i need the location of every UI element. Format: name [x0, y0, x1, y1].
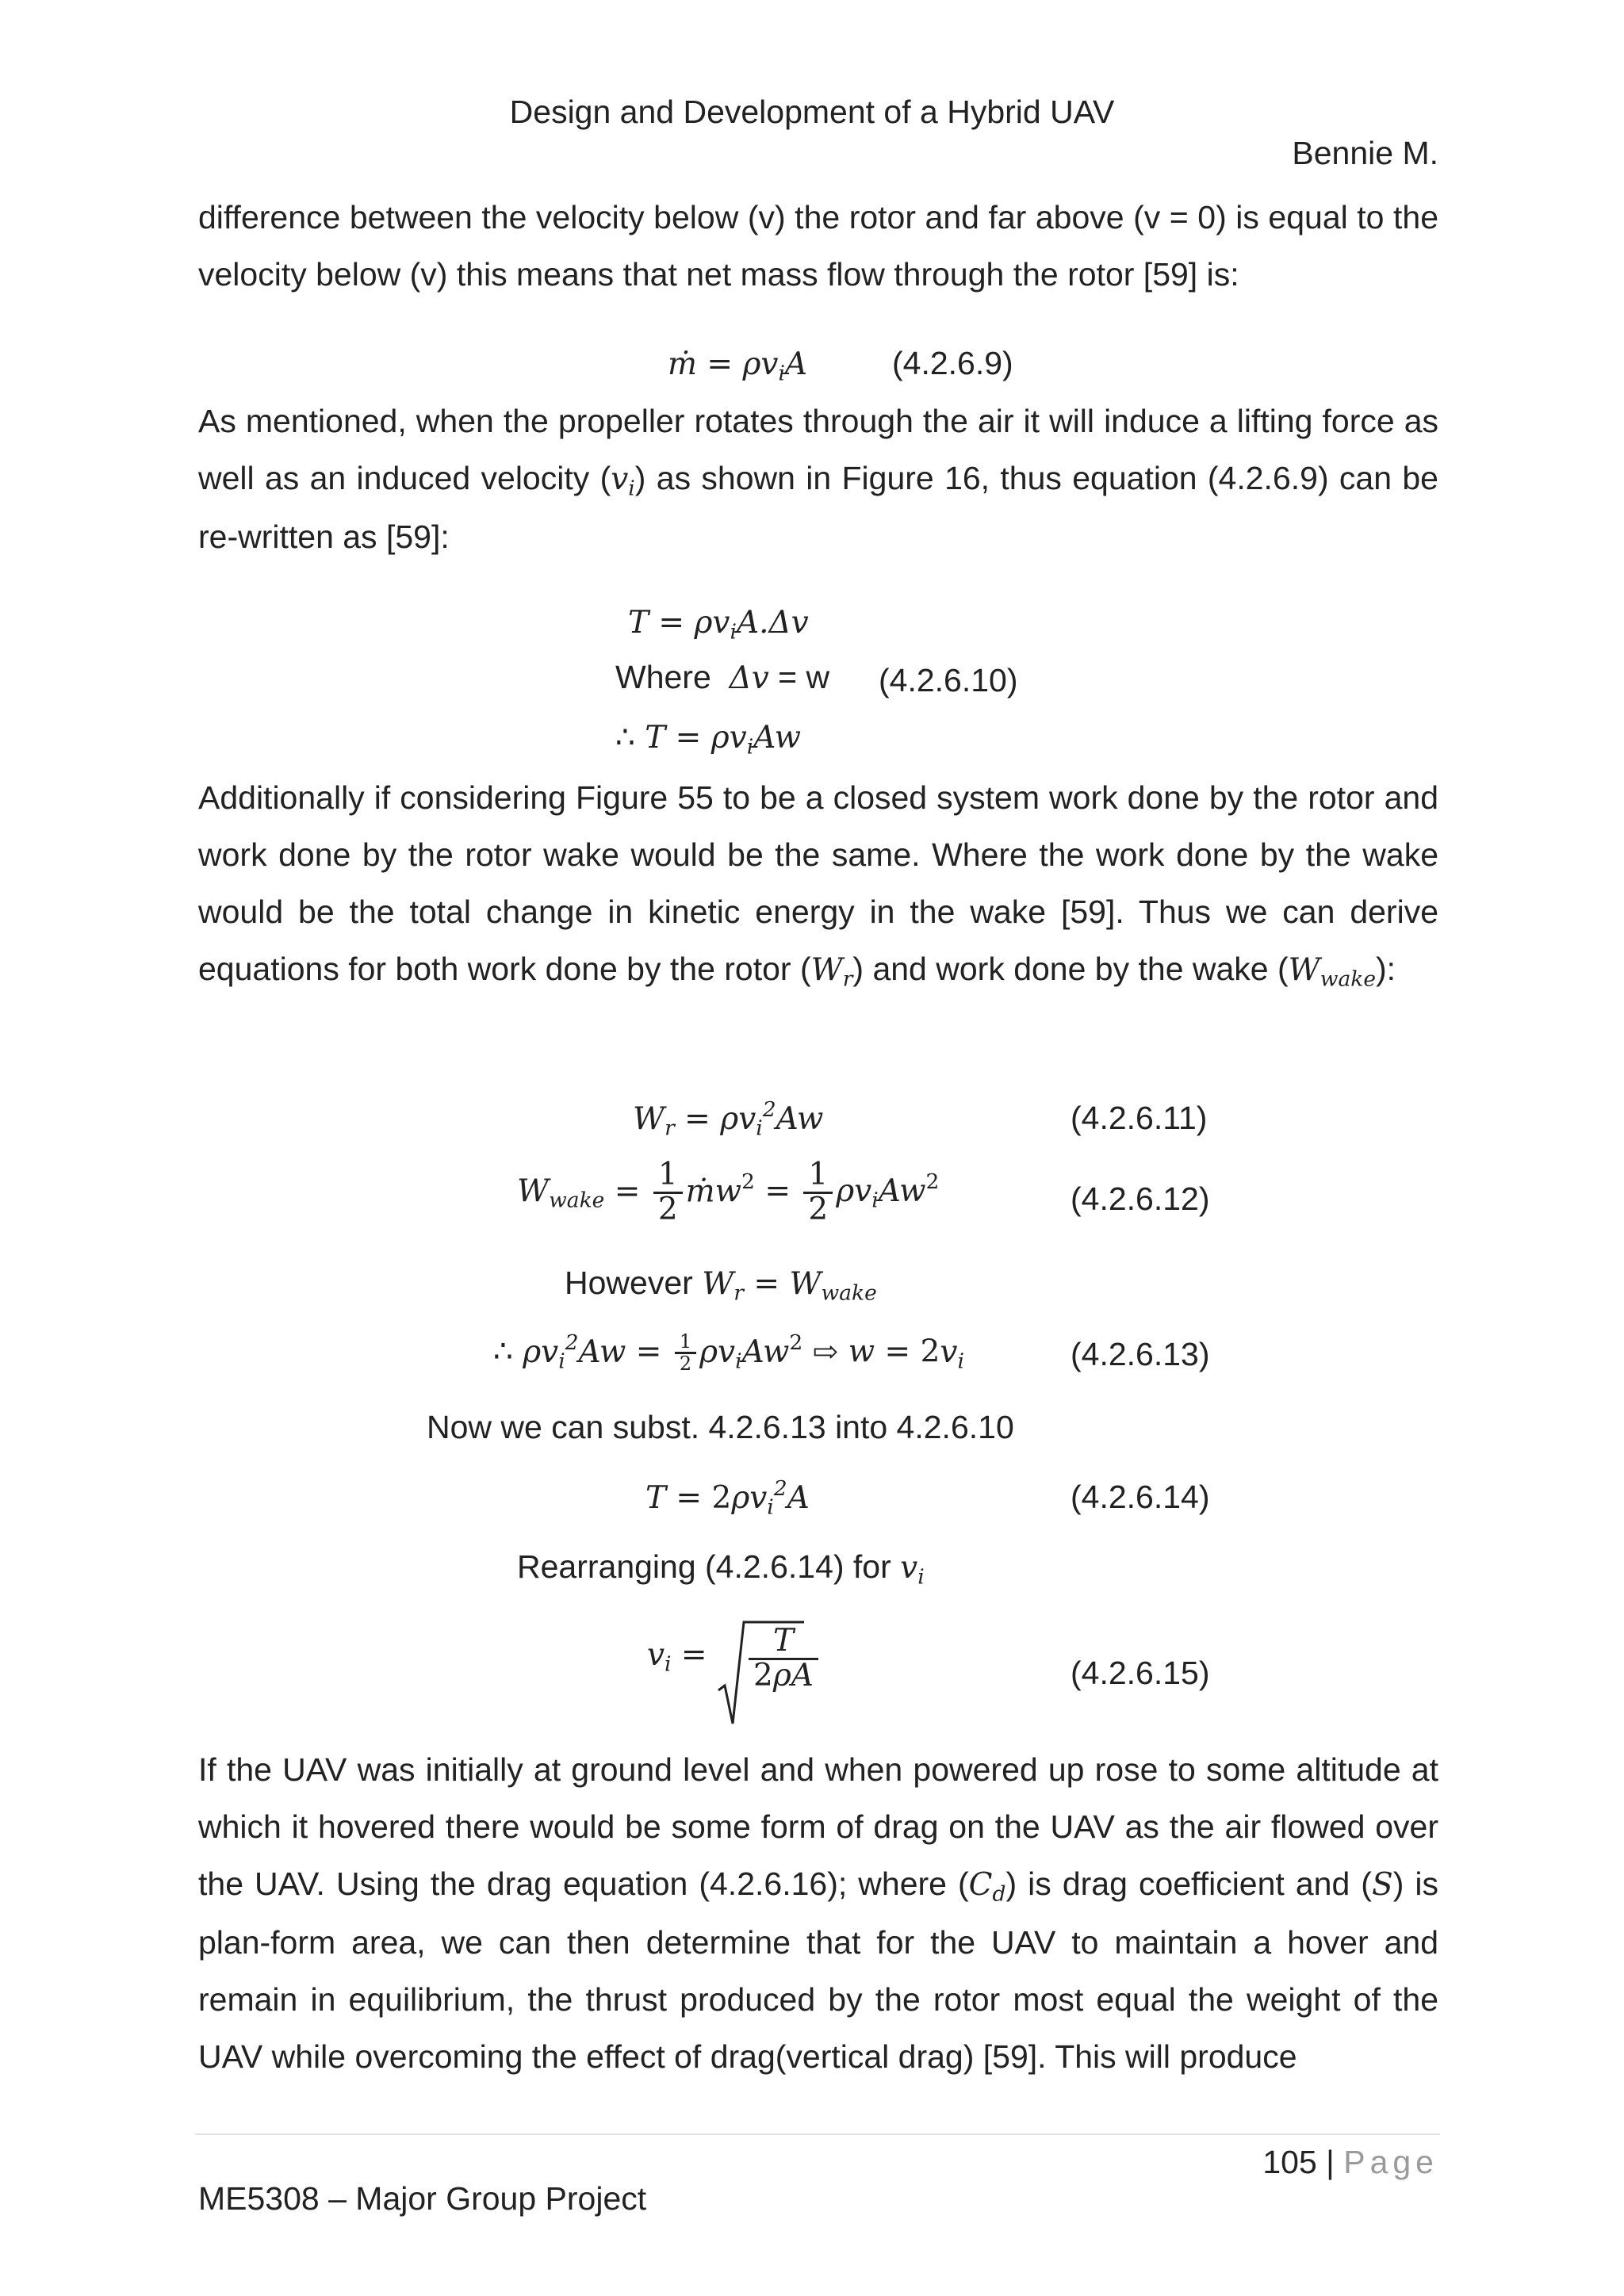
equation-label-4-2-6-12: (4.2.6.12) [1071, 1181, 1210, 1217]
where-equals-w: = w [778, 659, 830, 695]
paragraph-text-part: ) as shown in Figure 16, thus equation (4.2.6.9) can be re-written as [59]: [198, 460, 1438, 555]
equation-label-4-2-6-15: (4.2.6.15) [1071, 1655, 1210, 1691]
paragraph-text-part: ) and work done by the wake ( [852, 951, 1289, 987]
paragraph-mass-flow: difference between the velocity below (v) the rotor and far above (v = 0) is equal to the velocity below (v) this means that net mass flow through the rotor [59] is: [198, 199, 1438, 293]
page-separator: | [1326, 2144, 1335, 2180]
however-label: However [565, 1265, 693, 1301]
equation-thrust-delta-v: $T = \rho v_iA.\Delta v$ [628, 605, 809, 645]
author-name: Bennie M. [1292, 135, 1438, 171]
equation-however: However $W_r = W_{wake}$ [565, 1265, 877, 1306]
equation-where-line: Where Δv = w [615, 659, 830, 696]
substitution-text: Now we can subst. 4.2.6.13 into 4.2.6.10 [427, 1409, 1014, 1445]
paragraph-text-part: If the UAV was initially at ground level and when powered up rose to some altitude at which it hovered there would be some form of drag on the UAV as the air flowed over the UAV. Using the drag equation (4.2.6.16); where ( [198, 1751, 1438, 1902]
paragraph-text-part: As mentioned, when the propeller rotates through the air it will induce a lifting force as well as an induced velocity ( [198, 403, 1438, 496]
paragraph-text-part: ): [1376, 951, 1396, 987]
page-number: 105 [1262, 2144, 1317, 2180]
equation-w-equals-2vi: ∴ $\rho v_i^2Aw$ = $\frac{1}{2}$ $\rho v_iAw^2$ ⇨ $w = 2v_i$ [493, 1330, 964, 1376]
equation-work-wake: $W_{wake}$ = $\frac{1}{2}$ ṁw$^2$ = $\frac{1}{2}$ $\rho v_iAw^2$ [517, 1157, 940, 1227]
rearranging-label: Rearranging (4.2.6.14) for [517, 1548, 891, 1585]
paragraph-text-part: ) is drag coefficient and ( [1005, 1866, 1372, 1902]
equation-thrust-2rho: $T = 2\rho v_i^2A$ [645, 1476, 810, 1520]
paragraph-drag: If the UAV was initially at ground level and when powered up rose to some altitude at which it hovered there would be some form of drag on the UAV as the air flowed over the UAV. Using the drag equation (4.2.6.16); where $(C_d)$ is drag coefficient and (S) is plan-form area, we can then determine that for the UAV to maintain a hover and remain in equilibrium, the thrust produced by the rotor most equal the weight of the UAV while overcoming the effect of drag(vertical drag) [59]. This will produce [198, 1751, 1438, 2075]
paragraph-work-done: Additionally if considering Figure 55 to be a closed system work done by the rotor and work done by the rotor wake would be the same. Where the work done by the wake would be the total change in kinetic energy in the wake [59]. Thus we can derive equations for both work done by the rotor $(W_r)$ and work done by the wake $(W_{wake})$: [198, 779, 1438, 992]
page-number-block [1262, 2144, 1438, 2181]
equation-label-4-2-6-10: (4.2.6.10) [879, 662, 1018, 698]
course-name: ME5308 – Major Group Project [198, 2180, 647, 2217]
rearranging-line: Rearranging (4.2.6.14) for $v_i$ [517, 1548, 925, 1590]
equation-4-2-6-9: ṁ = $\rho v_iA$ [668, 346, 808, 386]
equation-work-rotor: $W_r = \rho v_i^2Aw$ [633, 1097, 824, 1141]
equation-label-4-2-6-14: (4.2.6.14) [1071, 1479, 1210, 1515]
paragraph-induced-velocity: As mentioned, when the propeller rotates through the air it will induce a lifting force as well as an induced velocity $(v_i)$ as shown in Figure 16, thus equation (4.2.6.9) can be re-written as [59]: [198, 403, 1438, 555]
footer-divider [195, 2133, 1440, 2135]
paragraph-text-part: Additionally if considering Figure 55 to be a closed system work done by the rotor and work done by the rotor wake would be the same. Where the work done by the wake would be the total change in kinetic energy in the wake [59]. Thus we can derive equations for both work done by the rotor ( [198, 779, 1438, 987]
paragraph-text-part: ) is plan-form area, we can then determine that for the UAV to maintain a hover and remain in equilibrium, the thrust produced by the rotor most equal the weight of the UAV while overcoming the effect of drag(vertical drag) [59]. This will produce [198, 1866, 1438, 2075]
equation-label-4-2-6-13: (4.2.6.13) [1071, 1336, 1210, 1372]
equation-induced-velocity: $v_i$ = $\frac{T}{2\rho A}$ [647, 1617, 822, 1693]
page-word: Page [1343, 2144, 1438, 2180]
equation-label-4-2-6-9: (4.2.6.9) [892, 345, 1013, 381]
equation-label-4-2-6-11: (4.2.6.11) [1071, 1100, 1208, 1136]
document-title: Design and Development of a Hybrid UAV [509, 94, 1115, 130]
where-label: Where [615, 659, 711, 695]
square-root: $\frac{T}{2\rho A}$ [717, 1617, 822, 1693]
equation-thrust-final: ∴ $T = \rho v_iAw$ [615, 720, 801, 760]
